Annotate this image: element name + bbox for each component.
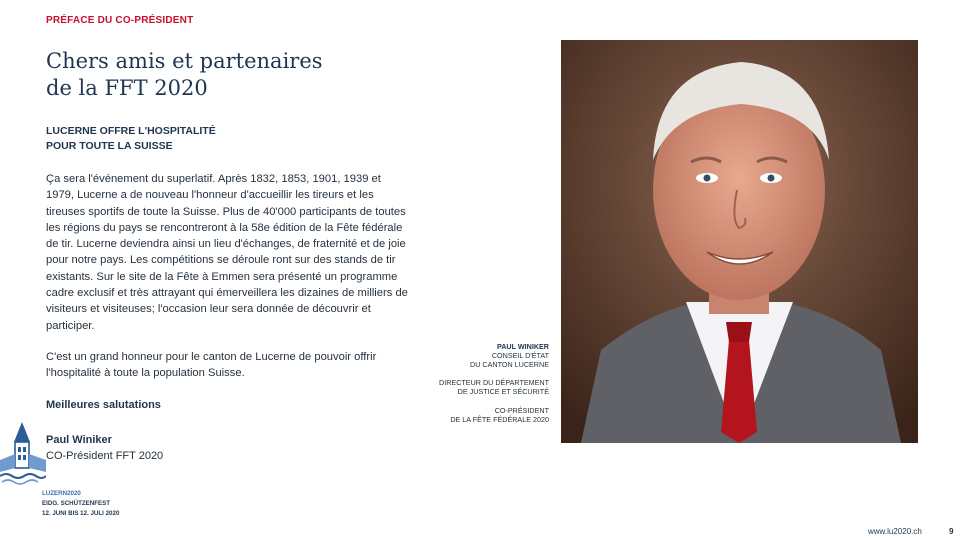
closing-salutation: Meilleures salutations [46, 399, 161, 411]
photo-caption [389, 343, 549, 425]
luzern-bridge-logo-icon [0, 420, 46, 492]
caption-name: PAUL WINIKER [496, 342, 549, 351]
signer-role: CO-Président FFT 2020 [46, 450, 164, 462]
footer-url: www.lu2020.ch [868, 527, 922, 536]
body-paragraph-2: C'est un grand honneur pour le canton de Lucerne de pouvoir offrir l'hospitalité à toute la population Suisse. [46, 350, 377, 380]
title-line-2: de la FFT 2020 [46, 76, 208, 100]
signature-block [46, 432, 163, 464]
caption-line-2: DU CANTON LUCERNE [470, 359, 549, 369]
signer-name: Paul Winiker [46, 434, 112, 446]
portrait-icon [561, 40, 918, 443]
event-dates: 12. JUNI BIS 12. JULI 2020 [42, 510, 120, 517]
caption-line-4: DE JUSTICE ET SÉCURITÉ [457, 387, 549, 397]
page-title [46, 48, 406, 102]
caption-line-6: DE LA FÊTE FÉDÉRALE 2020 [450, 414, 549, 424]
caption-line-1: CONSEIL D'ÉTAT [491, 350, 549, 360]
caption-line-3: DIRECTEUR DU DÉPARTEMENT [439, 378, 549, 388]
preface-body [46, 171, 410, 397]
title-line-1: Chers amis et partenaires [46, 49, 323, 73]
portrait-photo [561, 40, 918, 443]
section-subheading [46, 124, 216, 154]
page-number: 9 [949, 527, 954, 536]
event-subtitle: EIDG. SCHÜTZENFEST [42, 500, 111, 507]
caption-line-5: CO-PRÉSIDENT [494, 405, 549, 415]
subheading-line-1: LUCERNE OFFRE L'HOSPITALITÉ [46, 125, 216, 137]
event-name: LUZERN2020 [42, 490, 81, 497]
body-paragraph-1: Ça sera l'événement du superlatif. Après 1832, 1853, 1901, 1939 et 1979, Lucerne a de nouveau l'honneur d'accueillir les tireurs et les tireuses sportifs de toute la Suisse. Plus de 40'000 participants de toutes les régions du pays se rencontreront à la 58e édition de la Fête fédérale de tir. Lucerne deviendra ainsi un lieu d'échanges, de fraternité et de joie pour notre pays. Les compétitions se déroule ront sur des stands de tir existants. Sur le site de la Fête à Emmen sera présenté un programme cadre exclusif et très attrayant qui émerveillera les dizaines de milliers de visiteurs et visiteuses; l'occasion leur sera donnée de découvrir et participer. [46, 173, 408, 332]
section-kicker: PRÉFACE DU CO-PRÉSIDENT [46, 15, 194, 26]
event-branding [42, 489, 119, 519]
subheading-line-2: POUR TOUTE LA SUISSE [46, 140, 173, 152]
